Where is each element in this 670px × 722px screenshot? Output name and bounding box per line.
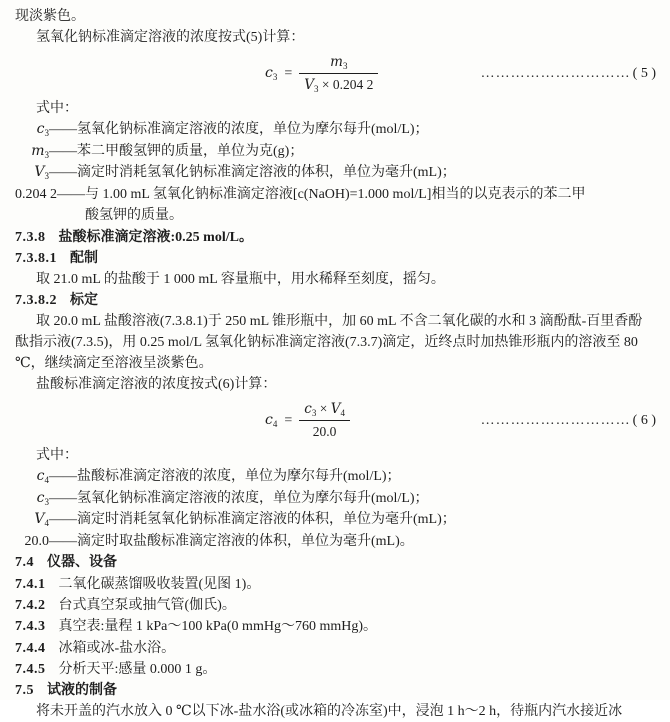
equals-sign: =	[284, 66, 293, 81]
item-7-4-4	[15, 638, 656, 659]
clause-title: 试液的制备	[47, 683, 117, 699]
em-dash: ——	[49, 122, 77, 137]
formula5-lhs: $c_3$	[265, 65, 278, 82]
item-7-4-1	[15, 574, 656, 595]
def-symbol: 0.204 2——	[15, 186, 85, 202]
formula6-denominator: 20.0	[312, 424, 337, 440]
clause-number: 7.3.8.2	[15, 293, 57, 309]
formula6-lead-text: 盐酸标准滴定溶液的浓度按式(6)计算：	[36, 377, 277, 393]
item-7-4-3	[15, 616, 656, 637]
formula6-lhs: $c_4$	[265, 412, 278, 430]
para-7-5: 将未开盖的汽水放入 0 ℃以下冰-盐水浴(或冰箱的冷冻室)中，浸泡 1 h～2 h，待瓶内汽水接近冰	[36, 704, 623, 720]
em-dash: ——	[49, 533, 77, 549]
def-text: 与 1.00 mL 氢氧化钠标准滴定溶液[c(NaOH)=1.000 mol/L]相当的以克表示的苯二甲 酸氢钾的质量。	[85, 186, 586, 223]
formula5-denominator: $V_3 \times 0.204$ 2	[304, 77, 374, 94]
def-text: 滴定时消耗氢氧化钠标准滴定溶液的体积，单位为毫升(mL)；	[77, 512, 456, 528]
where6-title: 式中：	[36, 448, 78, 464]
formula6-dot-leader: …………………………	[480, 413, 631, 429]
clause-title: 仪器、设备	[47, 555, 117, 571]
formula6-math	[265, 400, 350, 441]
item-7-4-5	[15, 659, 656, 680]
def-symbol: $m_3——$	[31, 142, 77, 160]
clause-number: 7.4	[15, 555, 34, 571]
formula6-fraction	[299, 400, 350, 441]
clause-title: 标定	[70, 293, 98, 309]
clause-number: 7.4.5	[15, 661, 46, 677]
def-row-c3b	[15, 488, 656, 510]
formula5-numerator: $m_3$	[299, 53, 378, 74]
para-7-3-8-1: 取 21.0 mL 的盐酸于 1 000 mL 容量瓶中，用水稀释至刻度，摇匀。	[36, 272, 445, 288]
clause-title: 盐酸标准滴定溶液:0.25 mol/L。	[58, 229, 253, 245]
em-dash: ——	[49, 143, 77, 159]
formula5-fraction	[299, 53, 378, 94]
formula-5	[15, 53, 656, 94]
where5-title: 式中：	[36, 101, 78, 116]
def-symbol: $V_3——$	[34, 164, 77, 181]
formula6-numerator: $c_3 \times V_4$	[299, 400, 350, 421]
def-row-m3	[15, 141, 656, 163]
def-text: 盐酸标准滴定溶液的浓度，单位为摩尔每升(mol/L)；	[77, 469, 401, 485]
formula5-number-label: ( 5 )	[632, 66, 656, 81]
def-text: 滴定时消耗氢氧化钠标准滴定溶液的体积，单位为毫升(mL)；	[77, 165, 456, 180]
def-row-0-204-2	[15, 184, 656, 227]
item-7-4-2	[15, 595, 656, 616]
formula5-math	[265, 53, 378, 94]
em-dash: ——	[49, 512, 77, 528]
formula5-dot-leader: …………………………	[480, 66, 631, 81]
def-text: 滴定时取盐酸标准滴定溶液的体积，单位为毫升(mL)。	[77, 533, 414, 549]
formula5-lead-text: 氢氧化钠标准滴定溶液的浓度按式(5)计算：	[36, 30, 305, 45]
def-symbol: $V_4——$	[34, 511, 77, 529]
formula6-number-label: ( 6 )	[632, 413, 656, 429]
def-row-c4	[15, 466, 656, 488]
def-symbol: $c_3——$	[36, 489, 77, 507]
em-dash: ——	[49, 165, 77, 180]
equals-sign: =	[284, 413, 293, 429]
clause-number: 7.3.8	[15, 229, 46, 245]
def-text: 氢氧化钠标准滴定溶液的浓度，单位为摩尔每升(mol/L)；	[77, 490, 429, 506]
clause-7-5	[15, 680, 656, 701]
em-dash: ——	[49, 490, 77, 506]
para-7-3-8-2: 取 20.0 mL 盐酸溶液(7.3.8.1)于 250 mL 锥形瓶中，加 60 mL 不含二氧化碳的水和 3 滴酚酞-百里香酚酞指示液(7.3.5)，用 0.25 mol/L 氢氧化钠标准滴定溶液(7.3.7)滴定，近终点时加热锥形瓶内的溶液至 80 ℃，继续滴定至溶液呈淡紫色。	[15, 314, 643, 372]
item-text: 冰箱或冰-盐水浴。	[58, 640, 176, 656]
def-symbol: $c_3——$	[36, 121, 77, 138]
item-text: 真空表:量程 1 kPa～100 kPa(0 mmHg～760 mmHg)。	[58, 619, 377, 635]
carryover-text: 现淡紫色。	[15, 9, 85, 24]
clause-number: 7.4.4	[15, 640, 46, 656]
def-text: 苯二甲酸氢钾的质量，单位为克(g)；	[77, 143, 304, 159]
clause-number: 7.4.1	[15, 576, 46, 592]
clause-number: 7.4.3	[15, 619, 46, 635]
clause-7-3-8-2	[15, 290, 656, 311]
clause-7-4	[15, 552, 656, 573]
item-text: 二氧化碳蒸馏吸收装置(见图 1)。	[58, 576, 261, 592]
def-row-c3	[15, 119, 656, 141]
item-text: 台式真空泵或抽气管(伽氏)。	[58, 597, 236, 613]
clause-number: 7.3.8.1	[15, 250, 57, 266]
em-dash: ——	[57, 186, 85, 202]
def-row-V4	[15, 509, 656, 531]
def-text: 氢氧化钠标准滴定溶液的浓度，单位为摩尔每升(mol/L)；	[77, 122, 429, 137]
clause-7-3-8-1	[15, 248, 656, 269]
clause-7-3-8	[15, 227, 656, 248]
def-symbol: 20.0——	[24, 533, 77, 549]
clause-number: 7.4.2	[15, 597, 46, 613]
item-text: 分析天平:感量 0.000 1 g。	[58, 661, 217, 677]
def-symbol: $c_4——$	[36, 468, 77, 486]
formula-6	[15, 400, 656, 441]
em-dash: ——	[49, 469, 77, 485]
def-row-20-0	[15, 531, 656, 553]
clause-number: 7.5	[15, 683, 34, 699]
def-row-V3	[15, 162, 656, 184]
clause-title: 配制	[70, 250, 98, 266]
